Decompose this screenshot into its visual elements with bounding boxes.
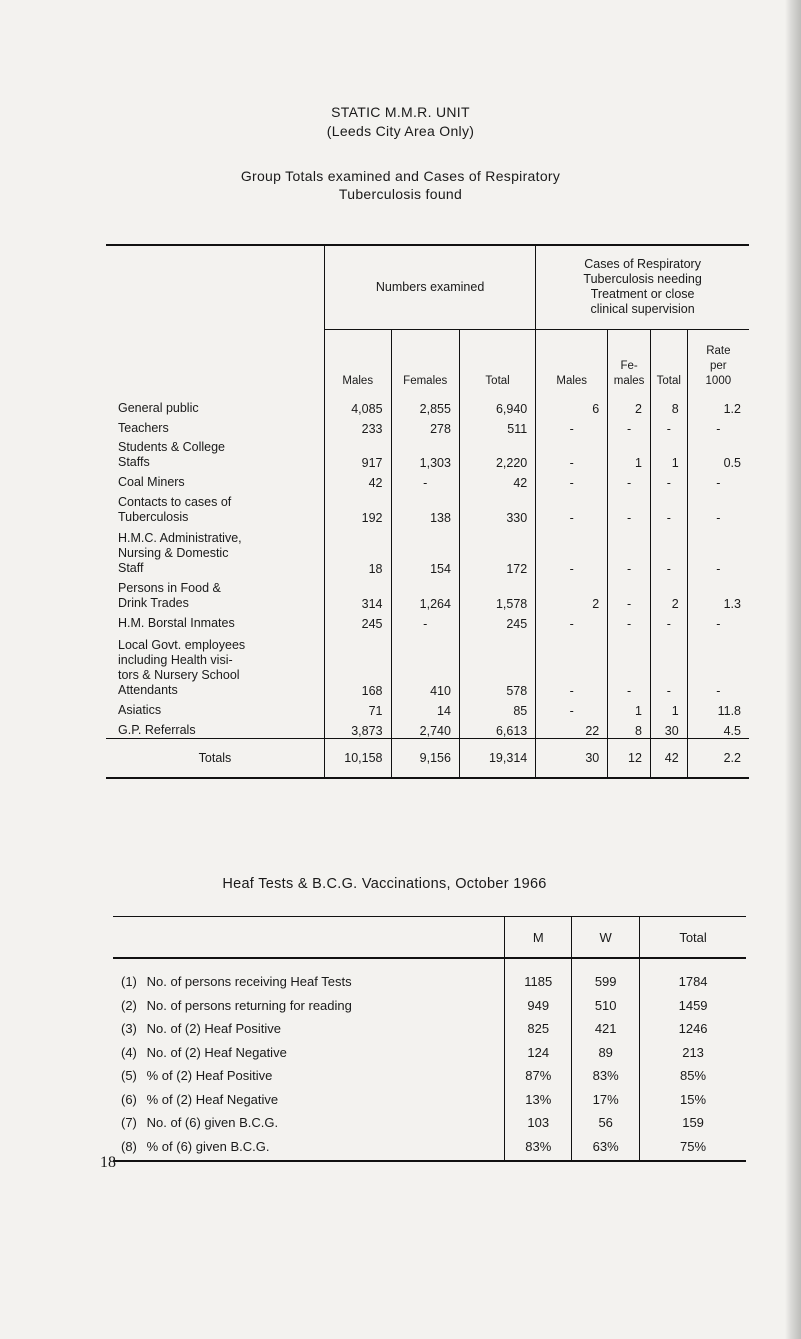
heaf-row-label (113, 1060, 505, 1084)
cases-header-line1: Cases of Respiratory (584, 257, 701, 272)
heaf-tests-table (113, 916, 746, 1162)
unit-subtitle: (Leeds City Area Only) (326, 123, 475, 139)
table-cell: - (650, 525, 687, 576)
table-row (113, 1083, 746, 1107)
table-cell: 168 (324, 631, 391, 698)
table-cell: - (608, 470, 651, 490)
table-cell: 89 (572, 1036, 640, 1060)
table-cell: 0.5 (723, 456, 741, 470)
table-cell: 13% (505, 1083, 572, 1107)
row-label (106, 395, 324, 416)
heaf-row-text: % of (2) Heaf Negative (146, 1091, 279, 1107)
table-cell: 825 (505, 1013, 572, 1037)
table-row (113, 1060, 746, 1084)
heaf-row-text: No. of persons returning for reading (146, 997, 352, 1013)
totals-cell: 12 (608, 738, 651, 778)
table-cell: 1.3 (723, 597, 741, 611)
row-label-line: Staff (118, 561, 144, 575)
table-cell: 917 (324, 436, 391, 470)
table-cell: 278 (391, 416, 459, 436)
table-cell: 1,264 (391, 576, 459, 611)
totals-cell: 2.2 (687, 738, 749, 778)
heaf-row-text: No. of (2) Heaf Positive (146, 1021, 282, 1036)
table-row (106, 631, 749, 698)
table-cell: 154 (391, 525, 459, 576)
table1-title-line2: Tuberculosis found (338, 186, 463, 202)
col-heaf-total: Total (640, 917, 746, 959)
col-rate (687, 329, 749, 395)
heaf-row-number: (2) (121, 997, 137, 1013)
row-label-line: Staffs (118, 455, 150, 469)
table-cell: - (608, 611, 651, 631)
table-cell: - (536, 698, 608, 718)
table-row (106, 718, 749, 738)
table-cell: 11.8 (717, 704, 741, 718)
row-label-line: G.P. Referrals (118, 722, 196, 737)
table-cell: 1459 (678, 997, 708, 1013)
table-cell: - (716, 617, 721, 631)
table-cell: 124 (505, 1036, 572, 1060)
col-rate-line2: per (710, 360, 727, 372)
row-label-header (106, 245, 324, 395)
totals-label: Totals (106, 738, 324, 778)
table1-title-line1: Group Totals examined and Cases of Respiratory (240, 168, 561, 184)
table-row (106, 576, 749, 611)
table-cell: - (650, 470, 687, 490)
table-cell: 83% (505, 1130, 572, 1161)
table-cell: - (608, 631, 651, 698)
table-cell: 83% (572, 1060, 640, 1084)
heaf-row-label (113, 1130, 505, 1161)
col-w: W (572, 917, 640, 959)
table-cell: 949 (505, 989, 572, 1013)
heaf-row-number: (4) (121, 1044, 137, 1060)
table-cell: 233 (324, 416, 391, 436)
heaf-row-label (113, 1036, 505, 1060)
table-cell: - (650, 416, 687, 436)
table-cell: - (650, 631, 687, 698)
table-cell: 1,303 (391, 436, 459, 470)
row-label-line: Tuberculosis (118, 510, 189, 524)
row-label (106, 698, 324, 718)
row-label (106, 611, 324, 631)
col-rate-line1: Rate (706, 345, 731, 357)
table-cell: 2 (608, 395, 651, 416)
row-label-line: Nursing & Domestic (118, 546, 229, 560)
table-cell: 172 (459, 525, 535, 576)
table-cell: 1 (650, 436, 687, 470)
table-cell: 1,578 (459, 576, 535, 611)
table-cell: - (536, 631, 608, 698)
table-cell: 56 (572, 1107, 640, 1131)
table-cell: - (536, 611, 608, 631)
heaf-row-text: % of (2) Heaf Positive (146, 1068, 273, 1083)
page-number: 18 (100, 1154, 116, 1171)
row-label-line: Drink Trades (118, 596, 189, 610)
row-label-line: General public (118, 401, 199, 415)
row-label-line: Contacts to cases of (118, 495, 232, 509)
table-cell: 2,740 (391, 718, 459, 738)
table-row (106, 436, 749, 470)
table-cell: - (608, 525, 651, 576)
table-row (113, 958, 746, 989)
col-case-females (608, 329, 651, 395)
totals-cell: 9,156 (391, 738, 459, 778)
table-row (113, 989, 746, 1013)
row-label (106, 470, 324, 490)
heaf-row-label (113, 958, 505, 989)
heaf-row-label (113, 1013, 505, 1037)
table-cell: 87% (505, 1060, 572, 1084)
table-row (106, 611, 749, 631)
cases-header (536, 245, 749, 329)
col-m: M (505, 917, 572, 959)
table-cell: 330 (459, 490, 535, 525)
table-cell: 192 (324, 490, 391, 525)
table-cell: 138 (391, 490, 459, 525)
table-row (113, 1013, 746, 1037)
col-rate-line3: 1000 (705, 375, 732, 387)
heaf-row-text: No. of (2) Heaf Negative (146, 1044, 287, 1060)
table-cell: - (608, 576, 651, 611)
heaf-row-label (113, 1107, 505, 1131)
table-row (106, 490, 749, 525)
row-label (106, 525, 324, 576)
unit-title: STATIC M.M.R. UNIT (331, 104, 470, 120)
table-cell: 85% (680, 1068, 707, 1083)
row-label-line: Persons in Food & (118, 581, 221, 595)
heaf-row-number: (3) (121, 1021, 137, 1036)
table-cell: 2 (536, 576, 608, 611)
table-cell: 1 (608, 698, 651, 718)
table-cell: 15% (680, 1091, 707, 1107)
table-cell: - (608, 490, 651, 525)
table-cell: - (536, 436, 608, 470)
table-cell: 22 (536, 718, 608, 738)
table-cell: - (716, 511, 721, 525)
heaf-row-text: % of (6) given B.C.G. (146, 1138, 270, 1154)
table-cell: 103 (505, 1107, 572, 1131)
row-label-line: Teachers (118, 421, 169, 435)
totals-cell: 19,314 (459, 738, 535, 778)
table-row (106, 416, 749, 436)
totals-row (106, 738, 749, 778)
table-cell: - (716, 684, 721, 698)
table-cell: 3,873 (324, 718, 391, 738)
table-row (106, 525, 749, 576)
heaf-row-number: (6) (121, 1091, 137, 1107)
table-row (106, 395, 749, 416)
row-label-line: H.M. Borstal Inmates (118, 616, 235, 630)
table-cell: 4,085 (324, 395, 391, 416)
heaf-tests-title: Heaf Tests & B.C.G. Vaccinations, October 1966 (222, 876, 547, 892)
heaf-row-label (113, 989, 505, 1013)
table-cell: 8 (608, 718, 651, 738)
row-label (106, 436, 324, 470)
row-label (106, 631, 324, 698)
table-cell: 75% (640, 1130, 746, 1161)
table-cell: - (716, 422, 721, 436)
heaf-row-number: (5) (121, 1068, 137, 1083)
table-cell: 578 (459, 631, 535, 698)
table-cell: 599 (572, 958, 640, 989)
table-cell: 410 (391, 631, 459, 698)
heaf-row-text: No. of (6) given B.C.G. (146, 1115, 279, 1130)
col-females: Females (391, 329, 459, 395)
heaf-row-text: No. of persons receiving Heaf Tests (146, 974, 352, 989)
heaf-tests-body (113, 958, 746, 1161)
row-label-line: Asiatics (118, 703, 162, 717)
heaf-row-number: (8) (121, 1138, 137, 1154)
table-cell: 18 (324, 525, 391, 576)
table-cell: 1 (608, 436, 651, 470)
table-cell: 17% (572, 1083, 640, 1107)
row-label-line: H.M.C. Administrative, (118, 531, 242, 545)
table-cell: 14 (391, 698, 459, 718)
table-cell: - (650, 611, 687, 631)
table-cell: 2 (650, 576, 687, 611)
col-males: Males (324, 329, 391, 395)
row-label-line: Coal Miners (118, 475, 185, 489)
table-cell: 42 (324, 470, 391, 490)
table-row (106, 698, 749, 718)
totals-cell: 30 (536, 738, 608, 778)
totals-cell: 10,158 (324, 738, 391, 778)
table-cell: - (536, 490, 608, 525)
table-cell: - (716, 476, 721, 490)
table-cell: - (391, 611, 459, 631)
heaf-row-label (113, 1083, 505, 1107)
table-cell: - (536, 470, 608, 490)
table-cell: 6,613 (459, 718, 535, 738)
group-totals-body (106, 395, 749, 738)
cases-header-line4: clinical supervision (590, 302, 695, 317)
table-row (113, 1036, 746, 1060)
group-totals-table (106, 244, 749, 779)
row-label-line: tors & Nursery School (118, 668, 240, 682)
table-cell: 1246 (678, 1021, 708, 1036)
table-cell: 6 (536, 395, 608, 416)
table-cell: 1 (650, 698, 687, 718)
col-total: Total (459, 329, 535, 395)
col-case-females-line2: males (613, 375, 645, 387)
table-cell: 245 (459, 611, 535, 631)
table-cell: 1784 (678, 974, 708, 989)
table-cell: 6,940 (459, 395, 535, 416)
col-case-males: Males (536, 329, 608, 395)
table-cell: 42 (459, 470, 535, 490)
row-label (106, 416, 324, 436)
heaf-row-number: (1) (121, 974, 137, 989)
row-label (106, 718, 324, 738)
table-cell: 245 (324, 611, 391, 631)
table-cell: 8 (650, 395, 687, 416)
row-label (106, 490, 324, 525)
table-row (113, 1130, 746, 1161)
table-cell: - (536, 416, 608, 436)
table-cell: - (536, 525, 608, 576)
table-cell: 421 (572, 1013, 640, 1037)
table-cell: 1.2 (723, 402, 741, 416)
row-label (106, 576, 324, 611)
cases-header-line3: Treatment or close (590, 287, 695, 302)
heaf-label-header (113, 917, 505, 959)
table-cell: - (650, 490, 687, 525)
table-cell: 510 (572, 989, 640, 1013)
table-cell: 159 (682, 1115, 704, 1130)
table-cell: 1185 (505, 958, 572, 989)
table-cell: 30 (650, 718, 687, 738)
row-label-line: Attendants (118, 683, 178, 697)
table-cell: 511 (459, 416, 535, 436)
row-label-line: Students & College (118, 440, 226, 454)
table-cell: - (391, 470, 459, 490)
table-cell: 314 (324, 576, 391, 611)
col-case-females-line1: Fe- (620, 360, 638, 372)
cases-header-line2: Tuberculosis needing (583, 272, 702, 287)
numbers-examined-header: Numbers examined (324, 245, 535, 329)
totals-cell: 42 (650, 738, 687, 778)
table-cell: - (608, 416, 651, 436)
table-cell: 85 (459, 698, 535, 718)
table-cell: 4.5 (723, 723, 741, 738)
table-cell: 2,220 (459, 436, 535, 470)
heaf-row-number: (7) (121, 1115, 137, 1130)
table-cell: 213 (682, 1044, 704, 1060)
table-cell: - (716, 562, 721, 576)
col-case-total: Total (650, 329, 687, 395)
table-cell: 63% (572, 1130, 640, 1161)
table-row (113, 1107, 746, 1131)
table-cell: 71 (324, 698, 391, 718)
row-label-line: including Health visi- (118, 653, 233, 667)
table-cell: 2,855 (391, 395, 459, 416)
table-row (106, 470, 749, 490)
row-label-line: Local Govt. employees (118, 638, 246, 652)
